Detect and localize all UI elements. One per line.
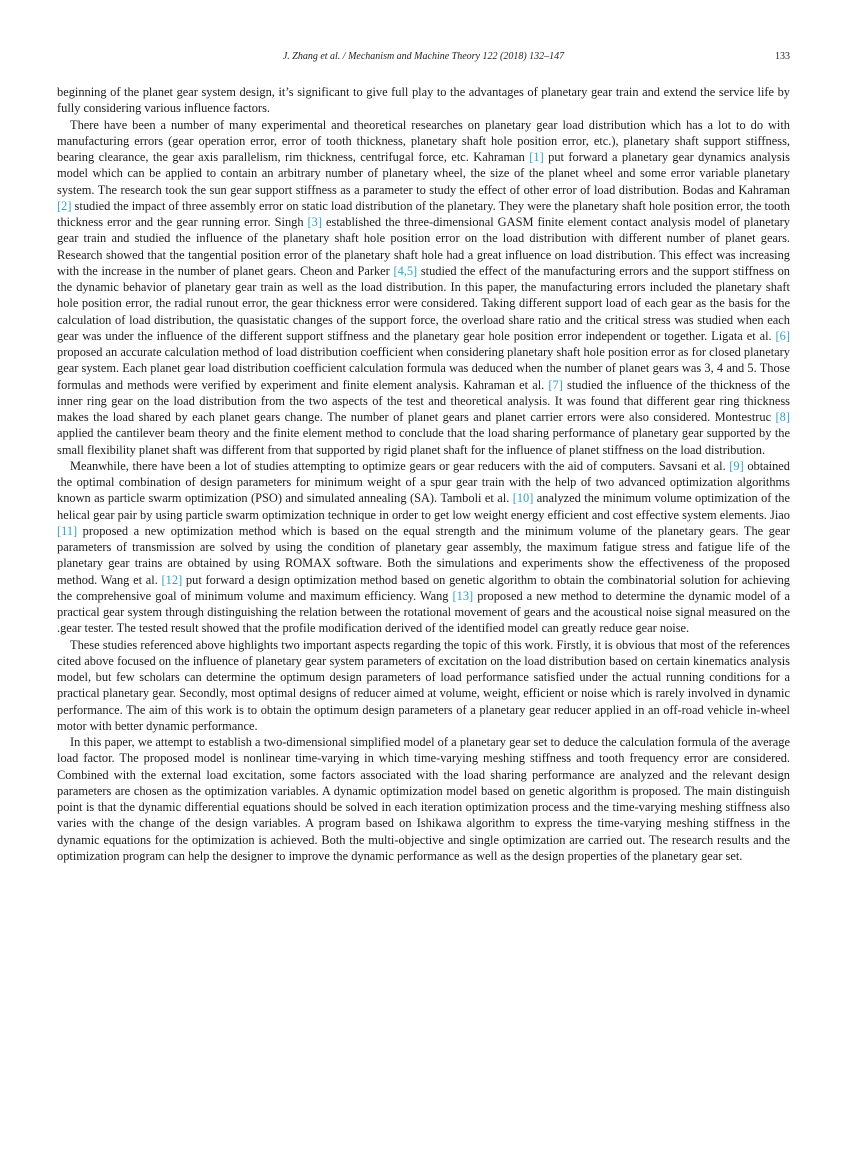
paragraph	[57, 117, 790, 458]
paragraph-text: beginning of the planet gear system design, it’s significant to give full play to the advantages of planetary gear train and extend the service life by fully considering various influence factors.	[57, 85, 790, 116]
article-body	[57, 84, 790, 864]
page-header	[57, 51, 790, 63]
paragraph-text: There have been a number of many experimental and theoretical researches on planetary gear load distribution which has a lot to do with manufacturing errors (gear operation error, error of tooth thickness, planetary shaft hole position error, etc.), planetary shaft support stiffness, bearing clearance, the gear axis parallelism, rim thickness, centrifugal force, etc. Kahraman	[57, 117, 790, 164]
paragraph-text: studied the impact of three assembly error on static load distribution of the planetary. They were the planetary shaft hole position error, the tooth thickness error and the gear running error. Singh	[57, 198, 790, 229]
paragraph-text: proposed an accurate calculation method of load distribution coefficient when considering planetary shaft hole position error as for closed planetary gear system. Each planet gear load distribution coefficient calculation formula was deduced when the number of planet gears was 3, 4 and 5. Those formulas and methods were verified by experiment and finite element analysis. Kahraman et al.	[57, 345, 790, 392]
running-title: J. Zhang et al. / Mechanism and Machine Theory 122 (2018) 132–147	[282, 51, 565, 62]
citation-link[interactable]: [1]	[529, 150, 544, 164]
paragraph-text: put forward a planetary gear dynamics analysis model which can be applied to contain an arbitrary number of planetary wheel, the size of the planet wheel and some error variable planetary system. The research took the sun gear support stiffness as a parameter to study the effect of other error of load distribution. Bodas and Kahraman	[57, 150, 790, 197]
citation-link[interactable]: [12]	[161, 572, 183, 587]
paragraph-text: In this paper, we attempt to establish a two-dimensional simplified model of a planetary gear set to deduce the calculation formula of the average load factor. The proposed model is nonlinear time-varying in which time-varying meshing stiffness and tooth frequency error are considered. Combined with the external load excitation, some factors associated with the load sharing performance are analyzed and the relevant design parameters are chosen as the optimization variables. A dynamic optimization model based on genetic algorithm is proposed. The main distinguish point is that the dynamic differential equations should be solved in each iteration optimization process and the time-varying meshing stiffness also varies with the change of the design variables. A program based on Ishikawa algorithm to express the time-varying meshing stiffness in the dynamic equations for the optimization is achieved. Both the multi-objective and single optimization are carried out. The research results and the optimization program can help the designer to improve the dynamic performance as well as the design properties of the planetary gear set.	[57, 735, 790, 863]
citation-link[interactable]: [3]	[307, 215, 322, 229]
page-number: 133	[775, 51, 790, 62]
paragraph-text: put forward a design optimization method based on genetic algorithm to obtain the combinatorial solution for achieving the comprehensive goal of minimum volume and maximum efficiency. Wang	[57, 572, 790, 603]
citation-link[interactable]: [2]	[57, 198, 72, 213]
paragraph-text: established the three-dimensional GASM finite element contact analysis model of planetary gear train and studied the influence of the planetary shaft hole position error on the load distribution with different number of planet gears. Research showed that the tangential position error of the planetary shaft hole had a great influence on load distribution. This effect was increasing with the increase in the number of planet gears. Cheon and Parker	[57, 215, 790, 278]
paragraph-text: studied the effect of the manufacturing errors and the support stiffness on the dynamic behavior of planetary gear train as well as the load distribution. In this paper, the manufacturing errors included the planetary shaft hole position error, the radial runout error, the gear thickness error were considered. Taking different support load of each gear as the basis for the calculation of load distribution, the quasistatic changes of the support force, the overload share ratio and the critical stress was studied when each gear was under the influence of the different support stiffness and the planetary gear hole position error independent or together. Ligata et al.	[57, 263, 790, 343]
paragraph-text: proposed a new method to determine the dynamic model of a practical gear system through distinguishing the relation between the rotational movement of gears and the acoustical noise signal measured on the .gear tester. The tested result showed that the profile modification derived of the identified model can greatly reduce gear noise.	[57, 588, 790, 636]
paragraph	[57, 458, 790, 637]
paragraph	[57, 734, 790, 864]
paragraph-text: applied the cantilever beam theory and the finite element method to conclude that the load sharing performance of planetary gear supported by the small flexibility planet shaft was different from that supported by rigid planet shaft for the influence of planet stiffness on the load distribution.	[57, 426, 790, 457]
citation-link[interactable]: [13]	[452, 588, 474, 603]
citation-link[interactable]: [9]	[729, 458, 744, 473]
paragraph-text: proposed a new optimization method which is based on the equal strength and the minimum volume of the planetary gears. The gear parameters of transmission are solved by using the condition of planetary gear assembly, the maximum fatigue stress and fatigue life of the planetary gear trains are obtained by using ROMAX software. Both the simulations and experiments show the effectiveness of the proposed method. Wang et al.	[57, 523, 790, 587]
paragraph	[57, 84, 790, 117]
paragraph-text: Meanwhile, there have been a lot of studies attempting to optimize gears or gear reducers with the aid of computers. Savsani et al.	[70, 458, 730, 473]
paragraph-text: obtained the optimal combination of design parameters for minimum weight of a spur gear train with the help of two advanced optimization algorithms known as particle swarm optimization (PSO) and simulated annealing (SA). Tamboli et al.	[57, 458, 791, 506]
paragraph-text: analyzed the minimum volume optimization of the helical gear pair by using particle swarm optimization technique in order to get low weight energy efficient and cost effective system elements. Jiao	[57, 491, 790, 522]
citation-link[interactable]: [6]	[775, 328, 790, 343]
citation-link[interactable]: [7]	[548, 377, 563, 392]
citation-link[interactable]: [8]	[775, 410, 790, 424]
citation-link[interactable]: [10]	[512, 491, 534, 506]
paragraph	[57, 637, 790, 735]
citation-link[interactable]: [11]	[57, 523, 78, 538]
paragraph-text: These studies referenced above highlights two important aspects regarding the topic of this work. Firstly, it is obvious that most of the references cited above focused on the influence of planetary gear system parameters of excitation on the load distribution based on certain kinematics analysis model, but few scholars can determine the optimum design parameters of load performance satisfied under the actual running conditions for a practical planetary gear. Secondly, most optimal designs of reducer aimed at volume, weight, efficient or noise which is rarely involved in dynamic performance. The aim of this work is to obtain the optimum design parameters of a planetary gear reducer applied in an off-road vehicle in-wheel motor with better dynamic performance.	[57, 637, 790, 733]
paragraph-text: studied the influence of the thickness of the inner ring gear on the load distribution from the two aspects of the test and theoretical analysis. It was found that different gear ring thickness makes the load shared by each planet gears change. The number of planet gears and planet carrier errors were also considered. Montestruc	[57, 377, 790, 424]
citation-link[interactable]: [4,5]	[393, 263, 418, 278]
